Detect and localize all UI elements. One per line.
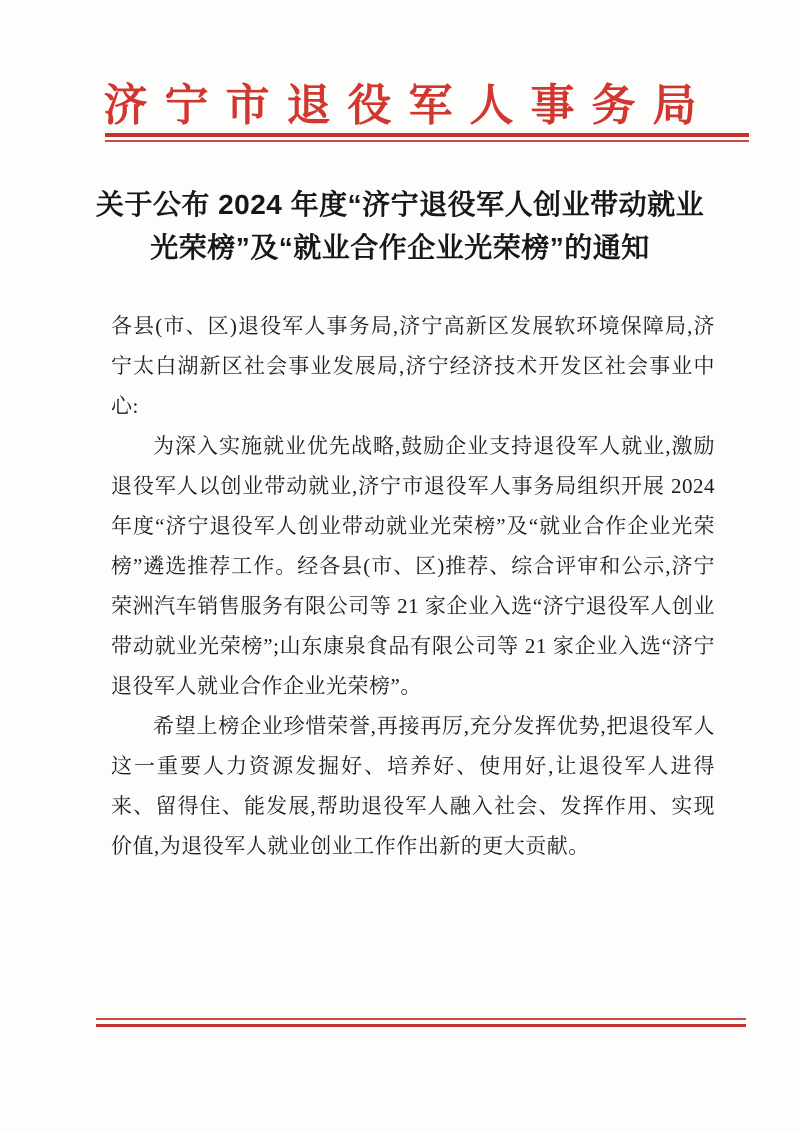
notice-title [60,183,740,269]
footer-rule-thin [96,1018,746,1020]
agency-title: 济宁市退役军人事务局 [103,81,714,130]
letterhead-rule-thin [105,140,749,142]
letterhead-divider [105,133,749,142]
body-paragraph-1: 为深入实施就业优先战略,鼓励企业支持退役军人就业,激励退役军人以创业带动就业,济宁市退役军人事务局组织开展 2024 年度“济宁退役军人创业带动就业光荣榜”及“就业合作企业光荣榜”遴选推荐工作。经各县(市、区)推荐、综合评审和公示,济宁荣洲汽车销售服务有限公司等 21 家企业入选“济宁退役军人创业带动就业光荣榜”;山东康泉食品有限公司等 21 家企业入选“济宁退役军人就业合作企业光荣榜”。 [111,434,715,698]
notice-body [111,306,715,866]
footer-rule-thick [96,1024,746,1028]
footer-divider [96,1018,746,1027]
recipients-paragraph: 各县(市、区)退役军人事务局,济宁高新区发展软环境保障局,济宁太白湖新区社会事业发展局,济宁经济技术开发区社会事业中心: [111,314,715,418]
letterhead-rule-thick [105,133,749,137]
body-paragraph-2: 希望上榜企业珍惜荣誉,再接再厉,充分发挥优势,把退役军人这一重要人力资源发掘好、培养好、使用好,让退役军人进得来、留得住、能发展,帮助退役军人融入社会、发挥作用、实现价值,为退役军人就业创业工作作出新的更大贡献。 [111,714,715,858]
notice-title-line1: 关于公布 2024 年度“济宁退役军人创业带动就业 [95,189,705,220]
notice-title-line2: 光荣榜”及“就业合作企业光荣榜”的通知 [150,232,650,263]
